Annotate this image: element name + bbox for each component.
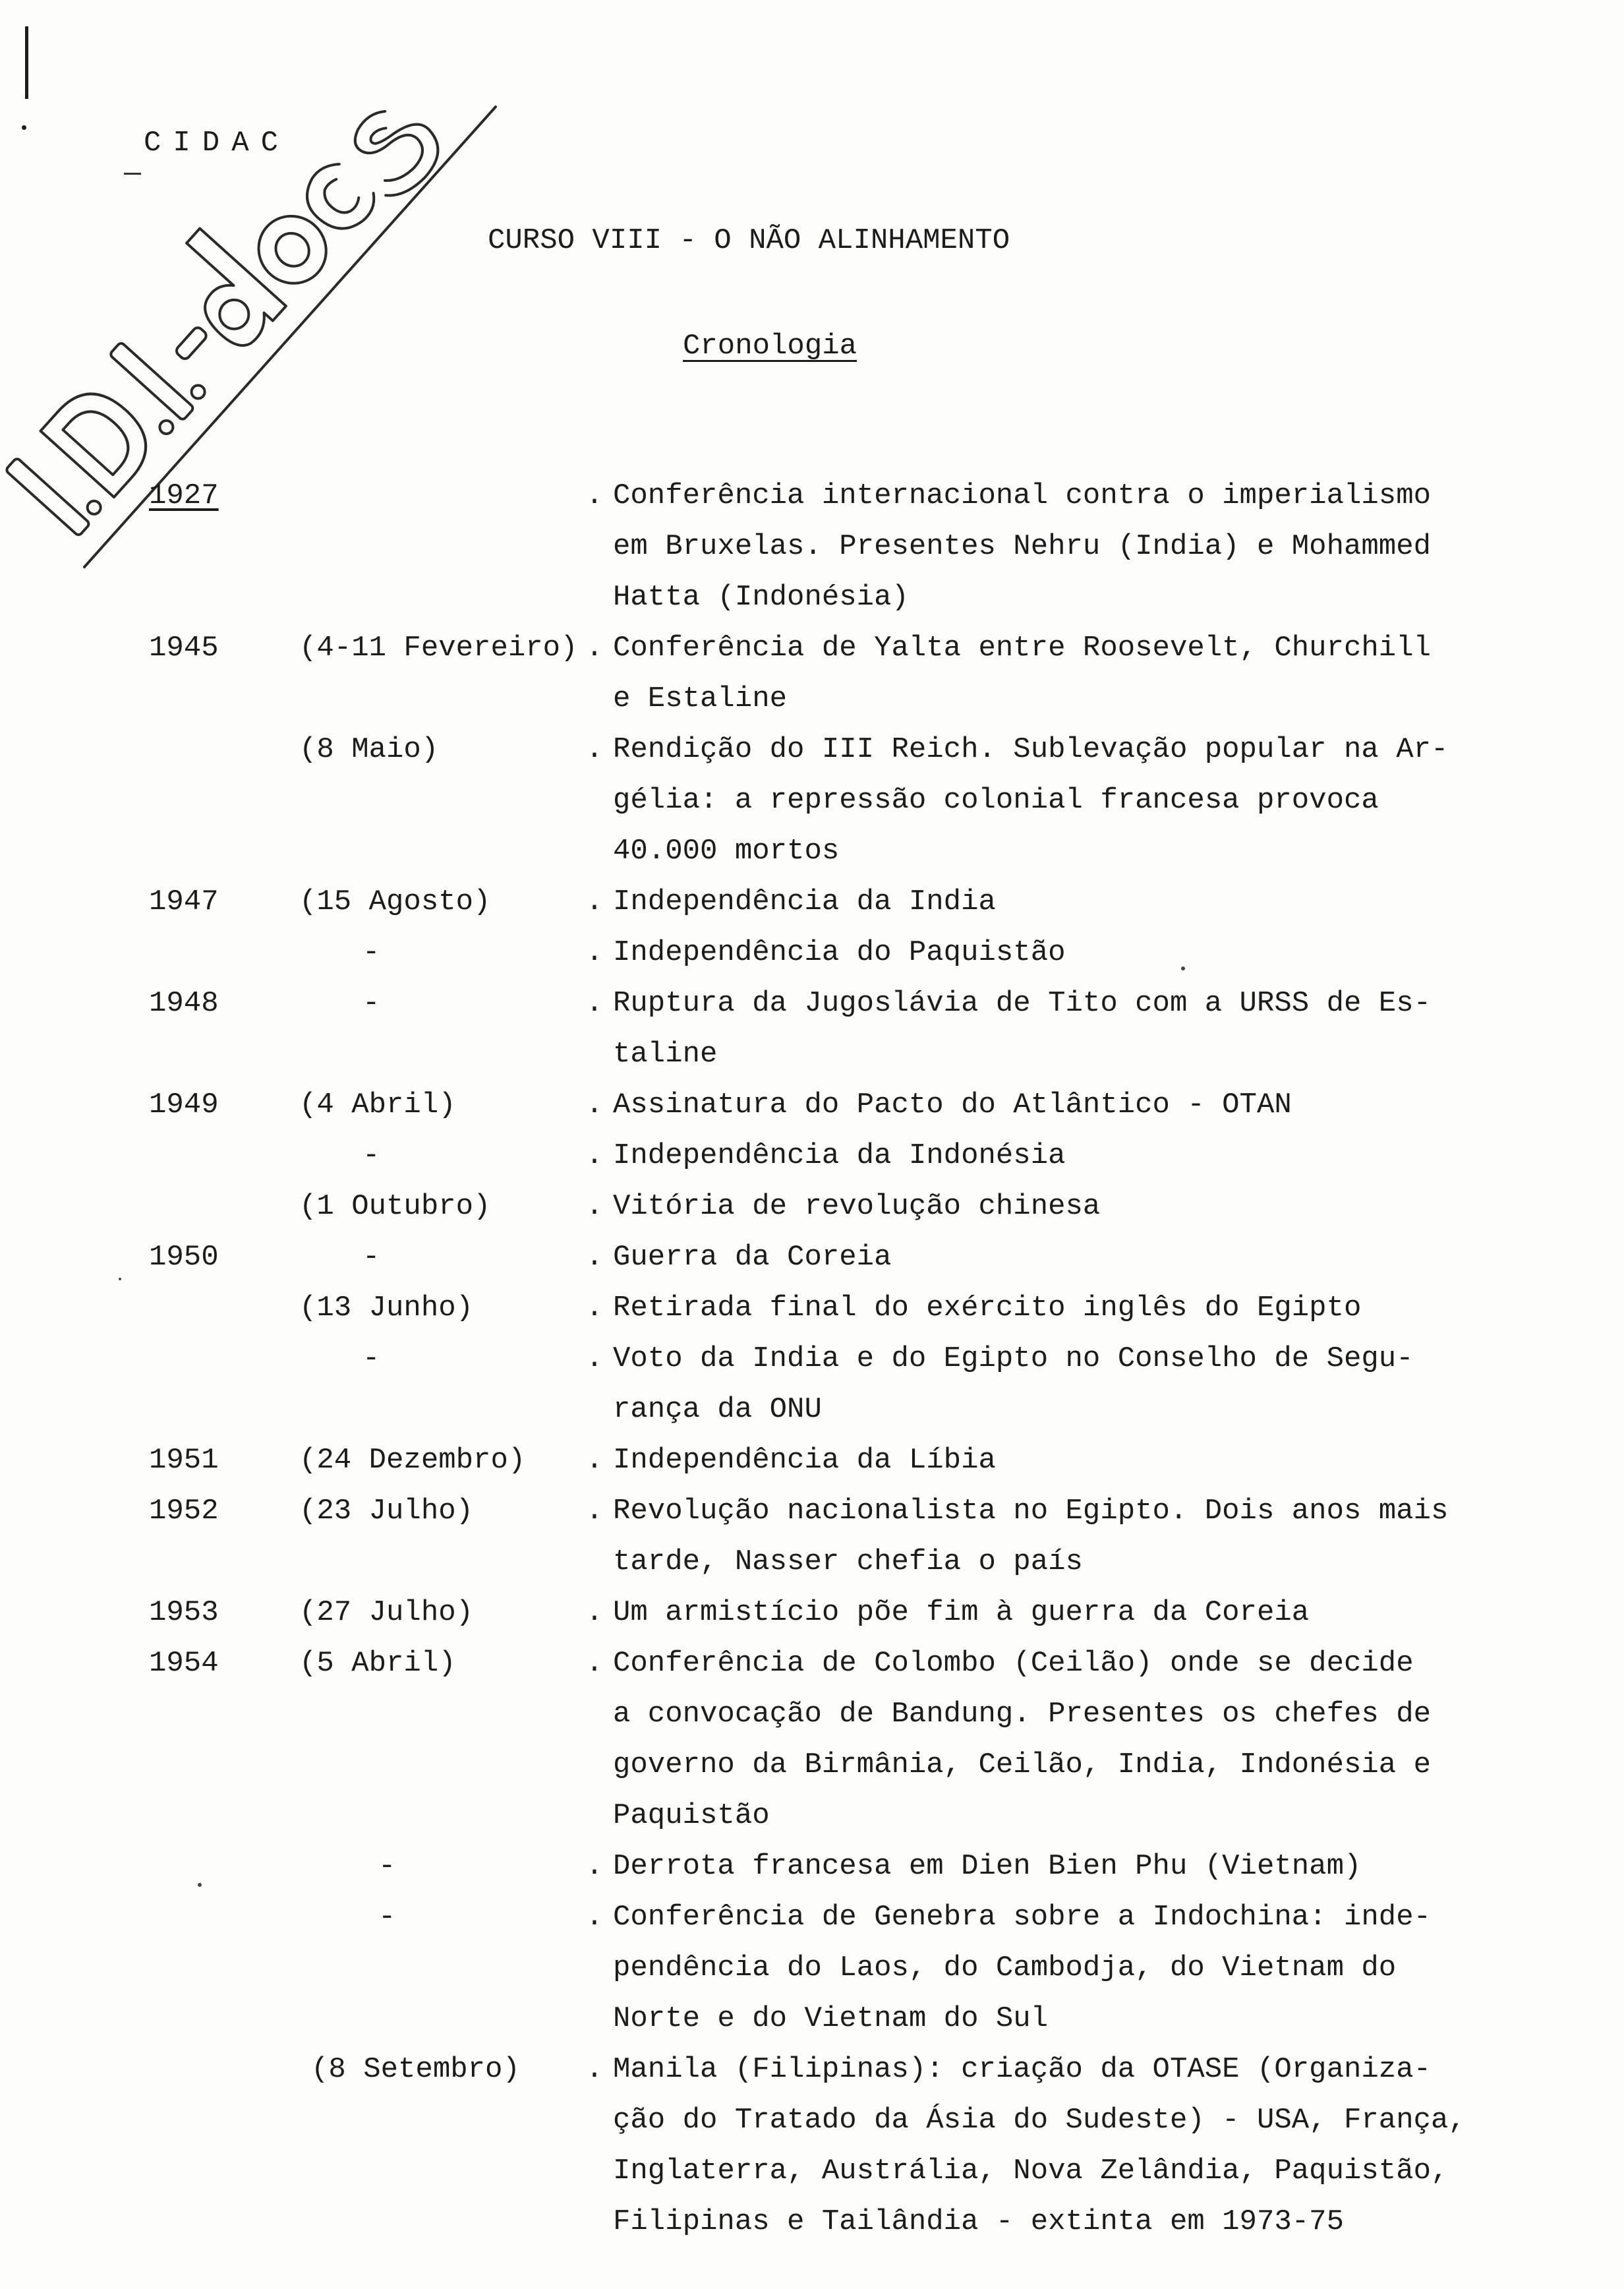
entry-text <box>613 725 1448 877</box>
bullet: . <box>585 1292 604 1324</box>
ink-speck <box>198 1883 202 1887</box>
entry-line: Manila (Filipinas): criação da OTASE (Organiza- <box>613 2053 1432 2086</box>
chronology-entry <box>0 1131 1624 1181</box>
entry-line: Um armistício põe fim à guerra da Coreia <box>613 1596 1310 1629</box>
entry-text <box>613 1080 1292 1131</box>
ink-speck <box>1181 966 1185 970</box>
entry-date: (23 Julho) <box>299 1495 474 1528</box>
entry-date: - <box>362 1241 380 1274</box>
entry-year: 1945 <box>149 632 219 665</box>
chronology-entry <box>0 1841 1624 1892</box>
entry-date: (27 Julho) <box>299 1596 474 1629</box>
chronology-entry <box>0 1892 1624 2044</box>
entry-line: Vitória de revolução chinesa <box>613 1190 1101 1223</box>
header-dash <box>124 173 141 175</box>
entry-date <box>299 471 576 521</box>
entry-line: Assinatura do Pacto do Atlântico - OTAN <box>613 1088 1292 1121</box>
entry-year <box>0 1283 299 1334</box>
bullet: . <box>585 1088 604 1121</box>
entry-text <box>613 1435 996 1486</box>
entry-line: tarde, Nasser chefia o país <box>613 1545 1083 1578</box>
entry-line: e Estaline <box>613 682 788 715</box>
entry-text <box>613 877 996 928</box>
entry-date: - <box>362 1342 380 1375</box>
course-title: CURSO VIII - O NÃO ALINHAMENTO <box>488 224 1010 257</box>
entry-line: Norte e do Vietnam do Sul <box>613 2002 1049 2035</box>
entry-text <box>613 2044 1466 2247</box>
entry-year: 1953 <box>149 1596 219 1629</box>
entry-text <box>613 471 1431 623</box>
entry-line: gélia: a repressão colonial francesa provoca <box>613 784 1379 817</box>
entry-text <box>613 1486 1448 1588</box>
entry-line: rança da ONU <box>613 1393 822 1426</box>
chronology-entry <box>0 1435 1624 1486</box>
entry-date: - <box>378 1901 396 1934</box>
bullet: . <box>585 936 604 969</box>
bullet: . <box>585 1596 604 1629</box>
entry-year <box>0 2044 299 2095</box>
entry-line: Guerra da Coreia <box>613 1241 892 1274</box>
entry-line: Paquistão <box>613 1799 770 1832</box>
entry-date: (13 Junho) <box>299 1292 474 1324</box>
bullet: . <box>585 733 604 766</box>
entry-line: governo da Birmânia, Ceilão, India, Indonésia e <box>613 1748 1432 1781</box>
entry-line: Inglaterra, Austrália, Nova Zelândia, Paquistão, <box>613 2155 1449 2187</box>
ink-speck <box>119 1278 121 1280</box>
entry-line: Conferência de Yalta entre Roosevelt, Churchill <box>613 632 1432 665</box>
organization-name: CIDAC <box>144 127 291 160</box>
entry-line: Derrota francesa em Dien Bien Phu (Vietnam) <box>613 1850 1362 1883</box>
entry-line: Ruptura da Jugoslávia de Tito com a URSS de Es- <box>613 987 1432 1020</box>
entry-year: 1954 <box>149 1647 219 1680</box>
entry-text <box>613 1841 1361 1892</box>
entry-text <box>613 1283 1361 1334</box>
entry-year: 1948 <box>149 987 219 1020</box>
entry-date: - <box>362 987 380 1020</box>
entry-date: (1 Outubro) <box>299 1190 491 1223</box>
entry-year: 1949 <box>149 1088 219 1121</box>
entry-line: Voto da India e do Egipto no Conselho de Segu- <box>613 1342 1414 1375</box>
entry-line: Hatta (Indonésia) <box>613 581 909 614</box>
entry-year <box>0 1131 299 1181</box>
chronology-entry <box>0 1334 1624 1435</box>
bullet: . <box>585 1647 604 1680</box>
entry-date: (8 Maio) <box>299 733 439 766</box>
entry-year <box>0 928 299 978</box>
entry-year: 1927 <box>149 479 219 512</box>
chronology-entry <box>0 1588 1624 1638</box>
entry-line: Conferência internacional contra o imperialismo <box>613 479 1432 512</box>
entry-year <box>0 1892 299 1943</box>
bullet: . <box>585 1241 604 1274</box>
entry-year: 1950 <box>149 1241 219 1274</box>
chronology-entry <box>0 1283 1624 1334</box>
entry-date: - <box>362 936 380 969</box>
bullet: . <box>585 1190 604 1223</box>
entry-text <box>613 1892 1431 2044</box>
entry-line: ção do Tratado da Ásia do Sudeste) - USA, França, <box>613 2104 1466 2137</box>
entry-year <box>0 1181 299 1232</box>
chronology-entry <box>0 623 1624 725</box>
entry-line: 40.000 mortos <box>613 835 840 868</box>
chronology-entry <box>0 1232 1624 1283</box>
entry-line: Independência da India <box>613 885 996 918</box>
chronology-entry <box>0 1080 1624 1131</box>
entry-year <box>0 1334 299 1384</box>
entry-year <box>0 1841 299 1892</box>
chronology-entry <box>0 928 1624 978</box>
entry-date: (15 Agosto) <box>299 885 491 918</box>
entry-text <box>613 623 1431 725</box>
bullet: . <box>585 632 604 665</box>
bullet: . <box>585 1901 604 1934</box>
entry-line: Independência da Líbia <box>613 1444 996 1477</box>
entry-year: 1951 <box>149 1444 219 1477</box>
entry-text <box>613 928 1066 978</box>
entry-text <box>613 978 1431 1080</box>
chronology-entry <box>0 2044 1624 2247</box>
entry-text <box>613 1588 1309 1638</box>
chronology-entry <box>0 877 1624 928</box>
entry-year: 1952 <box>149 1495 219 1528</box>
chronology-entry <box>0 1181 1624 1232</box>
bullet: . <box>585 1850 604 1883</box>
entry-date: (4 Abril) <box>299 1088 456 1121</box>
entry-text <box>613 1638 1431 1841</box>
entry-line: pendência do Laos, do Cambodja, do Vietnam do <box>613 1951 1397 1984</box>
entry-line: Filipinas e Tailândia - extinta em 1973-75 <box>613 2205 1344 2238</box>
bullet: . <box>585 479 604 512</box>
entry-line: Conferência de Colombo (Ceilão) onde se decide <box>613 1647 1414 1680</box>
chronology-entry <box>0 1486 1624 1588</box>
entry-text <box>613 1232 891 1283</box>
entry-date: - <box>378 1850 396 1883</box>
entry-line: Conferência de Genebra sobre a Indochina: inde- <box>613 1901 1432 1934</box>
bullet: . <box>585 987 604 1020</box>
entry-line: em Bruxelas. Presentes Nehru (India) e Mohammed <box>613 530 1432 563</box>
entry-year <box>0 725 299 775</box>
entry-line: Independência do Paquistão <box>613 936 1066 969</box>
chronology-list <box>0 471 1624 2247</box>
chronology-entry <box>0 471 1624 623</box>
chronology-entry <box>0 978 1624 1080</box>
bullet: . <box>585 1495 604 1528</box>
entry-date: - <box>362 1139 380 1172</box>
entry-date: (8 Setembro) <box>311 2053 520 2086</box>
entry-text <box>613 1131 1066 1181</box>
entry-line: Retirada final do exército inglês do Egipto <box>613 1292 1362 1324</box>
entry-line: Revolução nacionalista no Egipto. Dois anos mais <box>613 1495 1449 1528</box>
bullet: . <box>585 2053 604 2086</box>
entry-text <box>613 1334 1414 1435</box>
entry-text <box>613 1181 1100 1232</box>
entry-year: 1947 <box>149 885 219 918</box>
entry-date: (4-11 Fevereiro) <box>299 632 578 665</box>
chronology-entry <box>0 725 1624 877</box>
entry-line: Rendição do III Reich. Sublevação popular na Ar- <box>613 733 1449 766</box>
bullet: . <box>585 1342 604 1375</box>
entry-line: Independência da Indonésia <box>613 1139 1066 1172</box>
entry-line: a convocação de Bandung. Presentes os chefes de <box>613 1698 1432 1731</box>
bullet: . <box>585 1139 604 1172</box>
bullet: . <box>585 1444 604 1477</box>
bullet: . <box>585 885 604 918</box>
entry-line: taline <box>613 1038 718 1071</box>
entry-date: (24 Dezembro) <box>299 1444 526 1477</box>
entry-date: (5 Abril) <box>299 1647 456 1680</box>
section-title: Cronologia <box>683 330 857 363</box>
chronology-entry <box>0 1638 1624 1841</box>
